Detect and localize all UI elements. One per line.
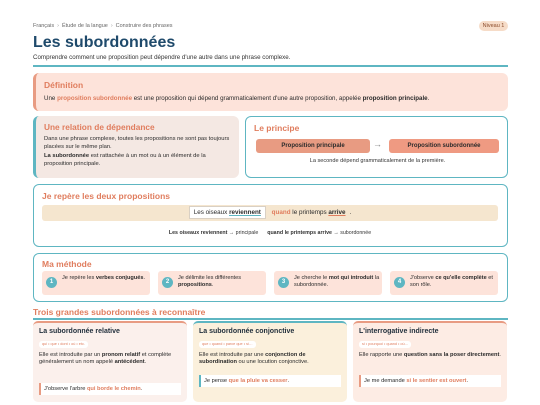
relation-text-2: La subordonnée est rattachée à un mot ou à un élément de la proposition principale. (44, 153, 206, 167)
definition-heading: Définition (44, 80, 84, 90)
example-box: Je me demande si le sentier est ouvert. (359, 375, 501, 387)
card-title: La subordonnée relative (39, 328, 120, 335)
principle-caption: La seconde dépend grammaticalement de la première. (309, 158, 446, 164)
identify-heading: Je repère les deux propositions (42, 191, 171, 201)
example-sentence: Les oiseaux reviennent quand le printemps arrive . (34, 209, 506, 216)
indirect-interrogative-card (353, 321, 507, 402)
method-step (274, 271, 382, 295)
step-text: Je délimite les différentes propositions. (178, 275, 242, 289)
step-number: 3 (278, 277, 289, 288)
card-text: Elle rapporte une question sans la poser directement. (359, 352, 501, 358)
page-title: Les subordonnées (33, 34, 176, 51)
relation-text-1: Dans une phrase complexe, toutes les propositions ne sont pas toujours placées sur le même plan. (44, 136, 230, 150)
relative-clause-card (33, 321, 187, 402)
principle-heading: Le principe (254, 123, 300, 133)
keywords-chip: si • pourquoi • quand • où… (359, 341, 411, 348)
step-number: 4 (394, 277, 405, 288)
example-box: J'observe l'arbre qui borde le chemin. (39, 383, 181, 395)
breadcrumb-item[interactable]: Français (33, 23, 55, 29)
method-step (42, 271, 150, 295)
card-text: Elle est introduite par une conjonction de subordination ou une locution conjonctive. (199, 352, 309, 366)
breadcrumb-item[interactable]: Étude de la langue (61, 23, 108, 29)
subordinate-clause-pill: Proposition subordonnée (389, 139, 499, 153)
card-text: Elle est introduite par un pronom relatif et complète généralement un nom appelé antécédent. (39, 352, 172, 366)
method-heading: Ma méthode (42, 259, 92, 269)
arrow-right-icon: → (373, 139, 382, 149)
step-text: Je repère les verbes conjugués. (62, 275, 146, 281)
step-number: 2 (162, 277, 173, 288)
conjunctive-clause-card (193, 321, 347, 402)
method-card (33, 253, 508, 302)
definition-text: Une proposition subordonnée est une proposition qui dépend grammaticalement d'une autre proposition, appelée proposition principale. (44, 95, 430, 102)
identify-legend: Les oiseaux reviennent → principale quand le printemps arrive → subordonnée (168, 230, 372, 236)
main-clause-pill: Proposition principale (256, 139, 370, 153)
title-divider (33, 65, 508, 67)
step-text: J'observe ce qu'elle complète et son rôle. (410, 275, 493, 289)
section-title: Trois grandes subordonnées à reconnaître (33, 307, 206, 317)
relation-card (33, 116, 239, 178)
level-badge: Niveau 1 (479, 21, 508, 31)
breadcrumb-item[interactable]: Construire des phrases (115, 23, 173, 29)
step-text: Je cherche le mot qui introduit la subordonnée. (294, 275, 380, 289)
card-title: La subordonnée conjonctive (199, 328, 295, 335)
main-clause-highlight: Les oiseaux reviennent (189, 206, 266, 219)
card-title: L'interrogative indirecte (359, 328, 439, 335)
identify-card (33, 184, 508, 247)
method-step (158, 271, 266, 295)
section-divider (33, 318, 508, 320)
definition-card (33, 73, 508, 111)
step-number: 1 (46, 277, 57, 288)
principle-card (245, 116, 508, 178)
relation-heading: Une relation de dépendance (44, 122, 155, 132)
example-box: Je pense que la pluie va cesser. (199, 375, 341, 387)
breadcrumb: Français › Étude de la langue › Construire des phrases (33, 23, 173, 29)
page-subtitle: Comprendre comment une proposition peut dépendre d'une autre dans une phrase complexe. (33, 54, 291, 61)
keywords-chip: que • quand • parce que • si… (199, 341, 256, 348)
subordinate-clause-highlight: quand le printemps arrive (271, 209, 346, 216)
keywords-chip: qui • que • dont • où • etc. (39, 341, 88, 348)
method-step (390, 271, 498, 295)
